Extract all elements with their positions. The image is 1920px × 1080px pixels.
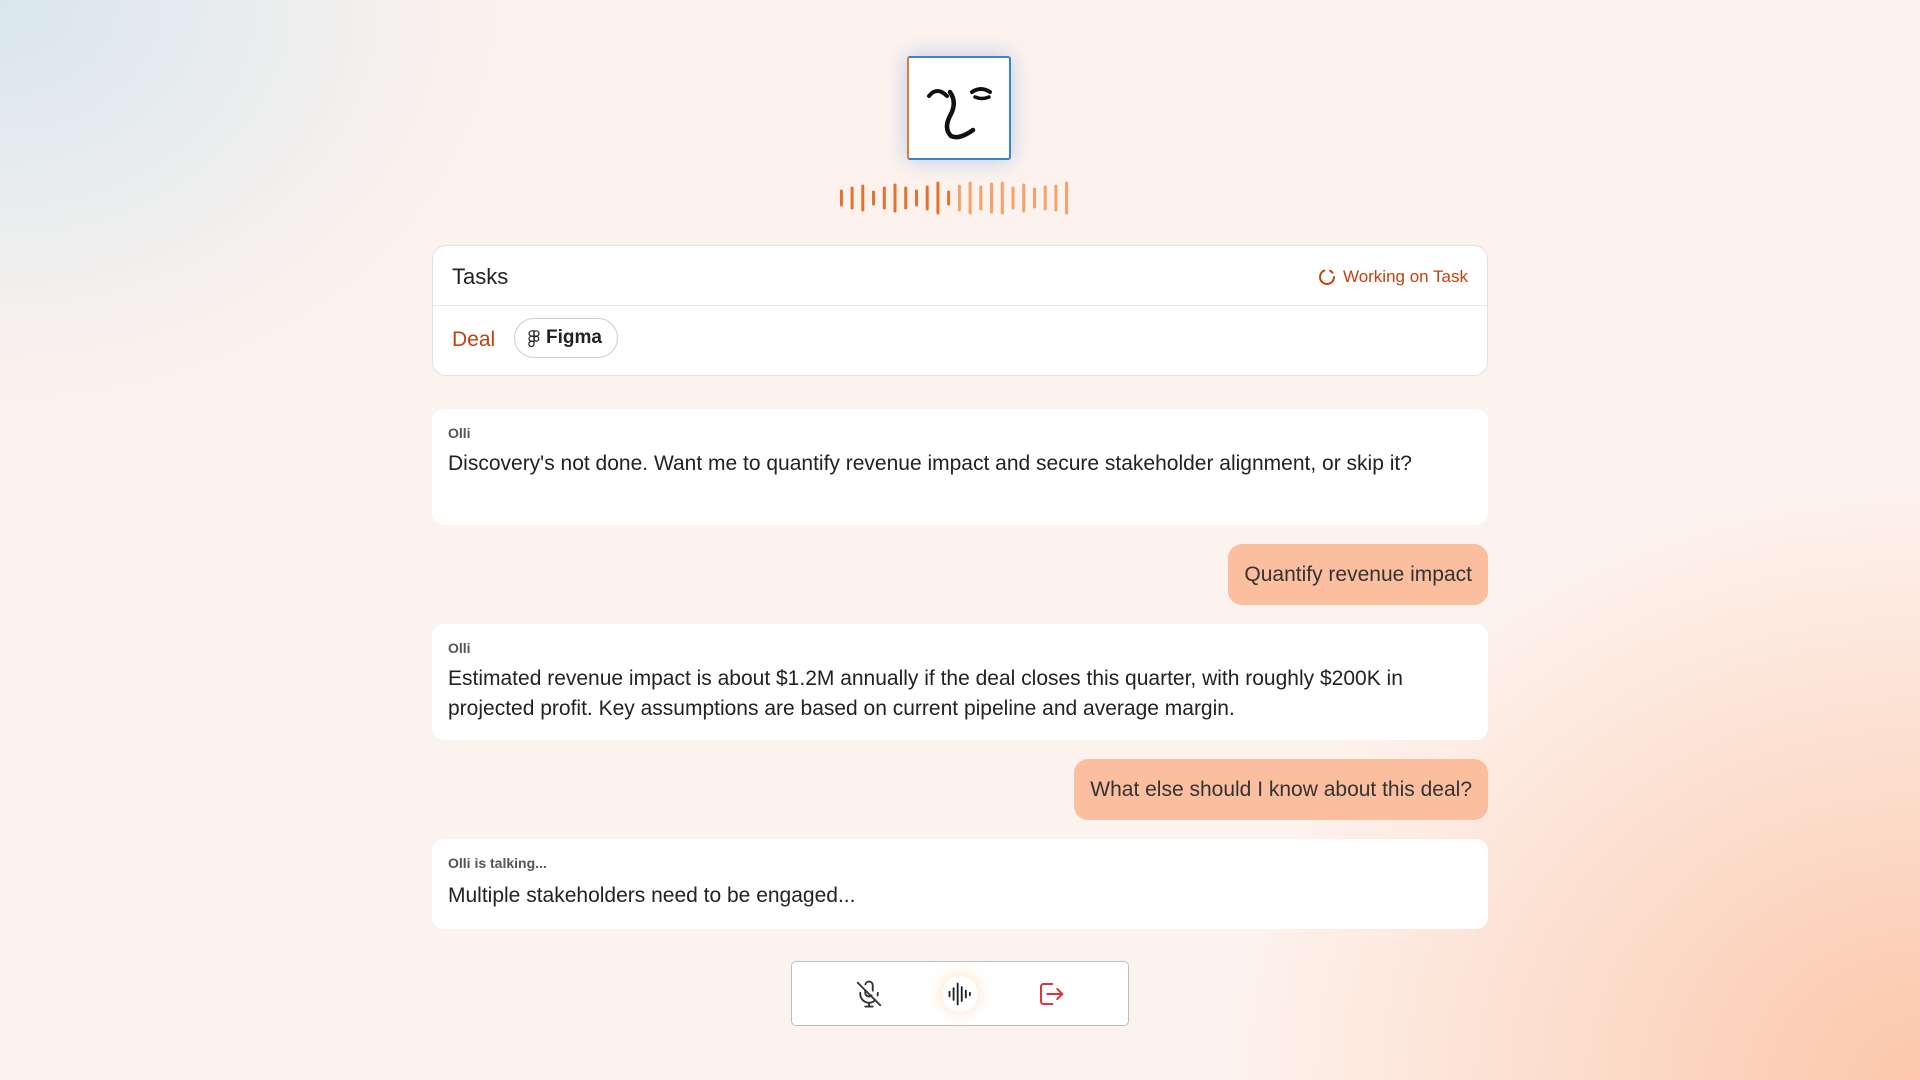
message-text: What else should I know about this deal? xyxy=(1090,777,1472,801)
assistant-message xyxy=(432,624,1488,740)
figma-chip-label: Figma xyxy=(546,327,602,348)
voice-button[interactable] xyxy=(942,976,978,1012)
face-icon xyxy=(917,66,1001,150)
message-text: Multiple stakeholders need to be engaged... xyxy=(448,884,856,907)
message-text: Quantify revenue impact xyxy=(1244,562,1472,586)
tasks-header xyxy=(433,246,1487,306)
mic-off-icon xyxy=(854,979,884,1009)
user-message xyxy=(1074,759,1488,820)
message-sender: Olli xyxy=(448,640,471,656)
figma-icon xyxy=(528,330,540,347)
user-message xyxy=(1228,544,1488,605)
call-control-bar xyxy=(791,961,1129,1026)
deal-label: Deal xyxy=(452,328,496,351)
tasks-body xyxy=(433,306,1487,376)
message-sender: Olli xyxy=(448,425,471,441)
tasks-title: Tasks xyxy=(452,264,509,289)
mute-button[interactable] xyxy=(851,976,887,1012)
assistant-message xyxy=(432,409,1488,525)
assistant-message-streaming xyxy=(432,839,1488,929)
message-text: Estimated revenue impact is about $1.2M annually if the deal closes this quarter, with roughly $200K in projected profit. Key assumptions are based on current pipeline and average margin. xyxy=(448,667,1403,720)
tasks-card xyxy=(432,245,1488,376)
task-status xyxy=(1318,267,1468,287)
exit-icon xyxy=(1036,979,1066,1009)
figma-chip[interactable] xyxy=(514,318,618,358)
voice-wave-icon xyxy=(946,980,974,1008)
audio-waveform xyxy=(836,180,1072,216)
message-sender: Olli is talking... xyxy=(448,855,547,871)
task-status-label: Working on Task xyxy=(1342,267,1468,286)
exit-button[interactable] xyxy=(1033,976,1069,1012)
message-text: Discovery's not done. Want me to quantify revenue impact and secure stakeholder alignment, or skip it? xyxy=(448,452,1412,475)
spinner-icon xyxy=(1318,268,1336,286)
assistant-avatar xyxy=(907,56,1011,160)
